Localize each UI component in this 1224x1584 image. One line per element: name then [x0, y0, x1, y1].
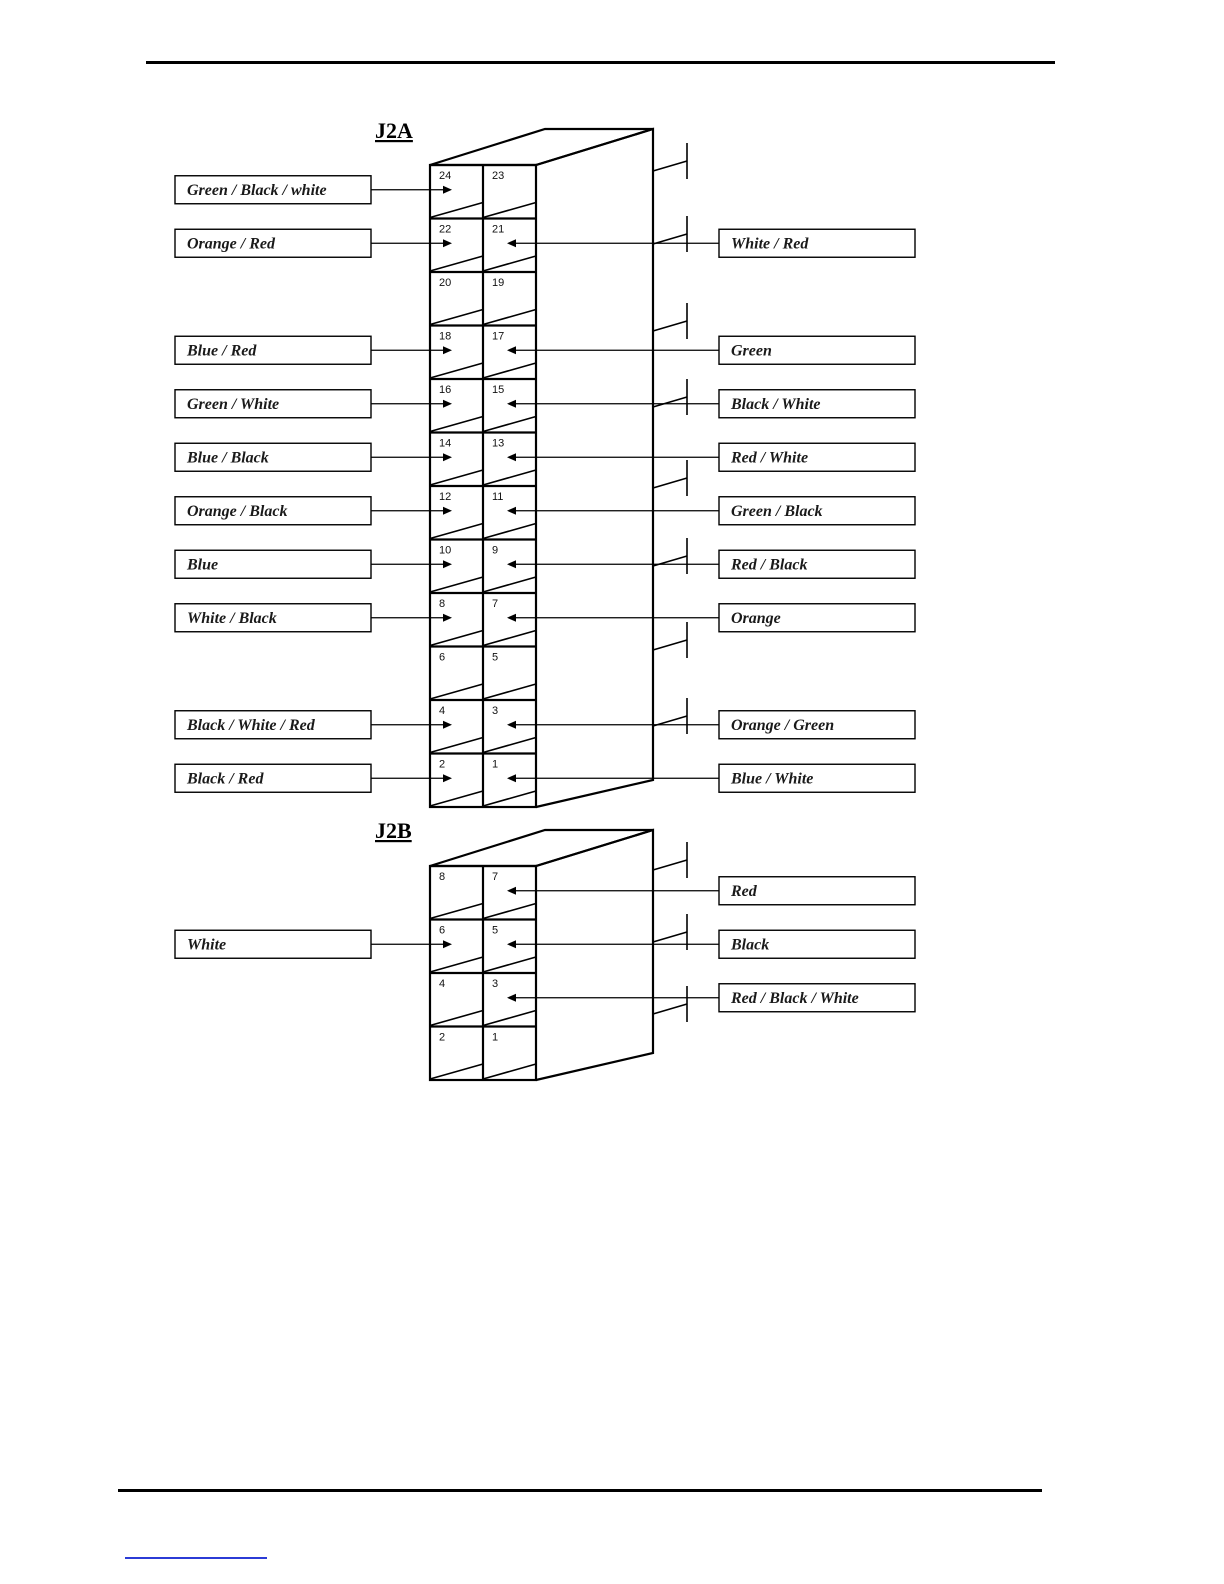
wire-label-pin-9 [507, 550, 915, 578]
arrow-head [507, 560, 516, 568]
arrow-head [507, 887, 516, 895]
mounting-peg-stem [653, 932, 687, 942]
cell-bevel [483, 256, 536, 271]
cell-bevel [483, 1011, 536, 1026]
wire-color-text: Green / White [187, 395, 280, 413]
wire-color-text: Red [731, 882, 757, 900]
cell-bevel [430, 524, 483, 539]
wire-color-text: Red / White [731, 449, 809, 467]
arrow-head [507, 994, 516, 1002]
arrow-head [507, 346, 516, 354]
wire-label-pin-3 [507, 984, 915, 1012]
wire-color-text: Blue [187, 556, 219, 574]
wire-label-pin-10 [175, 550, 452, 578]
cell-bevel [483, 470, 536, 485]
wire-label-pin-13 [507, 443, 915, 471]
wire-label-pin-17 [507, 336, 915, 364]
pin-number-18: 18 [439, 330, 452, 343]
arrow-head [443, 721, 452, 729]
cell-bevel [430, 1011, 483, 1026]
pin-number-21: 21 [492, 223, 505, 236]
pin-number-8: 8 [439, 598, 446, 610]
arrow-head [443, 774, 452, 782]
pin-number-15: 15 [492, 384, 505, 396]
cell-bevel [483, 738, 536, 753]
wire-color-text: Orange / Black [187, 502, 288, 520]
wire-label-pin-22 [175, 229, 452, 257]
wire-label-pin-18 [175, 336, 452, 364]
wire-label-pin-2 [175, 764, 452, 792]
wire-label-pin-12 [175, 497, 452, 525]
mounting-peg-stem [653, 478, 687, 488]
footer-link-underline[interactable] [125, 1557, 267, 1559]
pin-number-6: 6 [439, 924, 446, 937]
arrow-head [507, 400, 516, 408]
arrow-head [443, 453, 452, 461]
pin-number-3: 3 [492, 705, 499, 717]
wire-color-text: Green / Black / white [187, 181, 327, 199]
cell-bevel [483, 684, 536, 699]
arrow-head [443, 239, 452, 247]
wire-label-pin-24 [175, 176, 452, 204]
pin-number-2: 2 [439, 1031, 446, 1044]
pin-number-24: 24 [439, 170, 452, 182]
arrow-head [443, 507, 452, 515]
cell-bevel [430, 631, 483, 646]
cell-bevel [430, 684, 483, 699]
mounting-peg-stem [653, 161, 687, 171]
arrow-head [507, 721, 516, 729]
arrow-head [507, 239, 516, 247]
pin-number-5: 5 [492, 651, 499, 664]
wire-color-text: White / Black [187, 609, 277, 627]
cell-bevel [483, 577, 536, 592]
arrow-head [507, 614, 516, 622]
pin-number-1: 1 [492, 1031, 499, 1044]
arrow-head [507, 507, 516, 515]
arrow-head [443, 560, 452, 568]
arrow-head [443, 346, 452, 354]
pin-number-19: 19 [492, 277, 505, 289]
connector-j2b [175, 818, 915, 1080]
cell-bevel [483, 310, 536, 325]
connector-title: J2A [375, 118, 413, 143]
wire-color-text: Black / White / Red [187, 716, 315, 734]
wire-label-pin-11 [507, 497, 915, 525]
cell-bevel [430, 791, 483, 806]
cell-bevel [430, 738, 483, 753]
pin-number-11: 11 [492, 491, 504, 503]
wire-color-text: Green / Black [731, 502, 823, 520]
arrow-head [443, 186, 452, 194]
footer-rule [118, 1489, 1042, 1492]
wire-color-text: Black / White [731, 395, 821, 413]
wire-color-text: Blue / Red [187, 342, 257, 360]
cell-bevel [430, 203, 483, 218]
cell-bevel [483, 363, 536, 378]
wire-label-pin-7 [507, 604, 915, 632]
wire-label-pin-3 [507, 711, 915, 739]
wire-color-text: Orange / Red [187, 235, 275, 253]
connector-side-face [536, 830, 653, 1080]
arrow-head [443, 400, 452, 408]
pin-number-8: 8 [439, 871, 446, 883]
cell-bevel [430, 256, 483, 271]
cell-bevel [430, 904, 483, 919]
cell-bevel [483, 203, 536, 218]
arrow-head [443, 940, 452, 948]
mounting-peg-stem [653, 860, 687, 870]
cell-bevel [483, 631, 536, 646]
wire-label-pin-7 [507, 877, 915, 905]
connector-top-face [430, 129, 653, 165]
pin-number-9: 9 [492, 544, 499, 557]
pin-number-3: 3 [492, 978, 499, 990]
cell-bevel [483, 524, 536, 539]
connector-side-face [536, 129, 653, 807]
mounting-peg-stem [653, 397, 687, 407]
mounting-peg-stem [653, 1004, 687, 1014]
pin-number-12: 12 [439, 491, 452, 503]
wire-color-text: White [187, 936, 227, 954]
pin-number-14: 14 [439, 437, 452, 450]
wire-color-text: Blue / White [731, 770, 814, 788]
wire-color-text: Orange [731, 609, 781, 627]
cell-bevel [483, 1064, 536, 1079]
pin-number-7: 7 [492, 598, 499, 610]
cell-bevel [430, 470, 483, 485]
wire-label-pin-5 [507, 930, 915, 958]
connector-title: J2B [375, 818, 412, 843]
cell-bevel [430, 577, 483, 592]
pin-number-1: 1 [492, 758, 499, 771]
mounting-peg-stem [653, 234, 687, 244]
pin-number-23: 23 [492, 170, 505, 182]
cell-bevel [430, 417, 483, 432]
wire-color-text: Red / Black [731, 556, 808, 574]
cell-bevel [430, 1064, 483, 1079]
arrow-head [507, 453, 516, 461]
arrow-head [507, 940, 516, 948]
mounting-peg-stem [653, 640, 687, 650]
pin-number-7: 7 [492, 871, 499, 883]
pin-number-13: 13 [492, 437, 505, 450]
pin-number-2: 2 [439, 758, 446, 771]
wire-label-pin-8 [175, 604, 452, 632]
pin-number-6: 6 [439, 651, 446, 664]
pin-number-4: 4 [439, 978, 446, 990]
pin-number-5: 5 [492, 924, 499, 937]
cell-bevel [483, 904, 536, 919]
wire-label-pin-14 [175, 443, 452, 471]
arrow-head [507, 774, 516, 782]
connector-top-face [430, 830, 653, 866]
arrow-head [443, 614, 452, 622]
pin-number-10: 10 [439, 544, 452, 557]
cell-bevel [483, 957, 536, 972]
wire-label-pin-4 [175, 711, 452, 739]
wire-color-text: Red / Black / White [731, 989, 859, 1007]
cell-bevel [483, 417, 536, 432]
wire-color-text: Black [731, 936, 770, 954]
wire-label-pin-1 [507, 764, 915, 792]
wire-label-pin-15 [507, 390, 915, 418]
wire-label-pin-21 [507, 229, 915, 257]
wire-color-text: Blue / Black [187, 449, 269, 467]
pin-number-20: 20 [439, 277, 452, 289]
wire-color-text: Black / Red [187, 770, 264, 788]
pin-number-22: 22 [439, 223, 452, 236]
cell-bevel [430, 310, 483, 325]
pin-number-4: 4 [439, 705, 446, 717]
wire-color-text: White / Red [731, 235, 809, 253]
pin-number-16: 16 [439, 384, 452, 396]
pin-number-17: 17 [492, 330, 505, 343]
cell-bevel [430, 363, 483, 378]
wire-label-pin-16 [175, 390, 452, 418]
connector-j2a [175, 118, 915, 807]
wire-label-pin-6 [175, 930, 452, 958]
wire-color-text: Green [731, 342, 772, 360]
cell-bevel [430, 957, 483, 972]
mounting-peg-stem [653, 321, 687, 331]
wire-color-text: Orange / Green [731, 716, 835, 734]
cell-bevel [483, 791, 536, 806]
